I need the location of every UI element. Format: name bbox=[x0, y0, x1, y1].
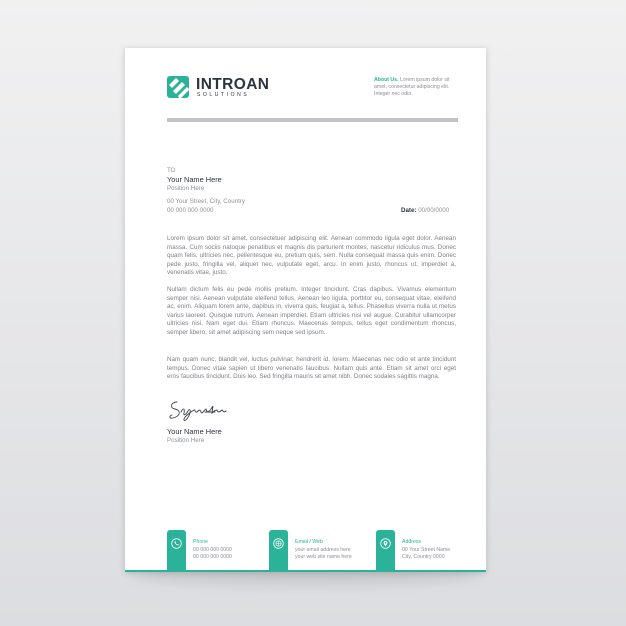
globe-icon bbox=[273, 538, 284, 549]
contact-web-tab bbox=[269, 530, 288, 572]
signer-name: Your Name Here bbox=[167, 427, 222, 436]
about-block bbox=[374, 77, 479, 98]
footer-accent-bar bbox=[125, 570, 486, 572]
body-paragraph-2: Nullam dictum felis eu pede mollis pretium. Integer tincidunt. Cras dapibus. Vivamus elementum semper nisi. Aenean vulputate eleifend tellus. Aenean leo ligula, porttitor eu, consequat vitae, eleifend ac, enim. Aliquam lorem ante, dapibus in, viverra quis, feugiat a, tellus. Phasellus viverra nulla ut metus varius laoreet. Quisque rutrum. Aenean imperdiet. Etiam ultricies nisi vel augue. Curabitur ullamcorper ultricies nisi. Nam eget dui. Etiam rhoncus. Maecenas tempus, tellus eget condimentum rhoncus, semper libero, sit amet adipiscing sem neque sed ipsum. bbox=[167, 286, 456, 336]
about-line-2: amet, consectetur adipiscing elit. bbox=[374, 84, 450, 90]
recipient-name: Your Name Here bbox=[167, 175, 222, 184]
header-divider bbox=[167, 118, 458, 122]
company-name: INTROAN bbox=[196, 76, 270, 93]
contact-address-title: Address bbox=[402, 539, 422, 545]
contact-web-line-2: your web site name here bbox=[295, 554, 352, 560]
letterhead-sheet bbox=[125, 48, 486, 572]
logo-mark-icon bbox=[167, 76, 189, 98]
contact-phone-line-1: 00 000 000 0000 bbox=[193, 547, 232, 553]
date-label: Date: bbox=[401, 207, 417, 214]
recipient-address: 00 Your Street, City, Country bbox=[167, 198, 245, 205]
contact-address-line-2: City, Country 0000 bbox=[402, 554, 445, 560]
contact-web-title: Email / Web bbox=[295, 539, 323, 545]
location-pin-icon bbox=[380, 538, 391, 549]
company-tagline: SOLUTIONS bbox=[197, 92, 250, 98]
about-title: About Us. bbox=[374, 77, 399, 83]
contact-web-line-1: your email address here bbox=[295, 547, 351, 553]
about-line-3: Integer nec odio. bbox=[374, 91, 413, 97]
company-logo bbox=[167, 76, 277, 100]
body-paragraph-1: Lorem ipsum dolor sit amet, consectetuer adipiscing elit. Aenean commodo ligula eget dolor. Aenean massa. Cum sociis natoque penatibus et magnis dis parturient montes, nascetur ridiculus mus. Donec quam felis, ultricies nec, pellentesque eu, pretium quis, sem. Nulla consequat massa quis enim. Donec pede justo, fringilla vel, aliquet nec, vulputate eget, arcu. In enim justo, rhoncus ut, imperdiet a, venenatis vitae, justo. bbox=[167, 235, 456, 277]
handwritten-signature bbox=[167, 398, 237, 424]
contact-phone-line-2: 00 000 000 0000 bbox=[193, 554, 232, 560]
phone-icon bbox=[171, 538, 182, 549]
to-label: TO bbox=[167, 167, 176, 174]
contact-phone-title: Phone bbox=[193, 539, 209, 545]
signer-position: Position Here bbox=[167, 437, 205, 444]
body-paragraph-3: Nam quam nunc, blandit vel, luctus pulvinar, hendrerit id, lorem. Maecenas nec odio et ante tincidunt tempus. Donec vitae sapien ut libero venenatis faucibus. Nullam quis ante. Etiam sit amet orci eget eros faucibus tincidunt. Duis leo. Sed fringilla mauris sit amet nibh. Donec sodales sagittis magna. bbox=[167, 356, 456, 381]
contact-address-line-1: 00 Your Street Name bbox=[402, 547, 451, 553]
date-value: 00/00/0000 bbox=[416, 207, 450, 214]
recipient-phone: 00 000 000 0000 bbox=[167, 207, 214, 214]
letter-date bbox=[401, 206, 449, 215]
contact-phone-tab bbox=[167, 530, 186, 572]
about-text: Lorem ipsum dolor sit bbox=[398, 77, 450, 83]
contact-address-tab bbox=[376, 530, 395, 572]
recipient-position: Position Here bbox=[167, 185, 205, 192]
